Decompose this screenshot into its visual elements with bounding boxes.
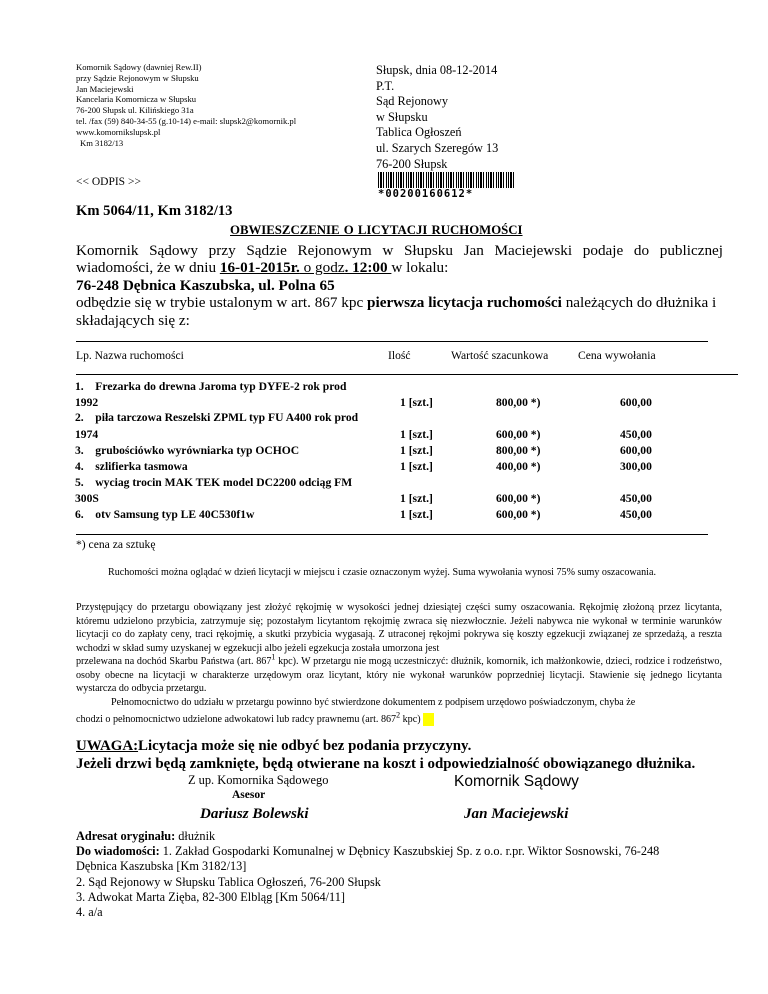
- case-numbers: Km 5064/11, Km 3182/13: [76, 203, 233, 219]
- row-value: 600,00 *): [496, 428, 541, 441]
- row-qty: 1 [szt.]: [400, 460, 433, 473]
- auction-location: [76, 277, 723, 294]
- row-price: 600,00: [620, 396, 652, 409]
- recipient-block: [376, 63, 616, 172]
- intro-text: odbędzie się w trybie ustalonym w art. 867 kpc: [76, 294, 368, 312]
- power-of-attorney-paragraph: [76, 696, 726, 726]
- recipient-line: w Słupsku: [376, 109, 428, 124]
- page-title: OBWIESZCZENIE O LICYTACJI RUCHOMOŚCI: [230, 223, 523, 237]
- notify-item: 1. Zakład Gospodarki Komunalnej w Dębnicy Kaszubskiej Sp. z o.o. r.pr. Wiktor Sosnowski, 76-248: [159, 844, 660, 859]
- divider: [76, 534, 708, 535]
- barcode: [378, 172, 514, 188]
- recipient-line: ul. Szarych Szeregów 13: [376, 140, 499, 155]
- sender-block: [76, 62, 336, 148]
- row-value: 400,00 *): [496, 460, 541, 473]
- row-price: 450,00: [620, 508, 652, 521]
- notify-line: [76, 844, 736, 859]
- row-value: 800,00 *): [496, 396, 541, 409]
- poa-text-cont: chodzi o pełnomocnictwo udzielone adwokatowi lub radcy prawnemu (art. 867: [76, 713, 397, 725]
- table-row: [75, 476, 675, 489]
- intro-line-4: [76, 294, 723, 311]
- signature-right-name: Jan Maciejewski: [464, 806, 569, 822]
- warning-text: Licytacja może się nie odbyć bez podania przyczyny.: [138, 738, 472, 754]
- sender-line: Kancelaria Komornicza w Słupsku: [76, 94, 197, 105]
- location-city: 76-248 Dębnica Kaszubska: [76, 276, 251, 294]
- warning-line: [76, 738, 471, 755]
- addressee-label: Adresat oryginału:: [76, 829, 176, 843]
- warning-label: UWAGA:: [76, 738, 139, 754]
- recipient-line: Sąd Rejonowy: [376, 94, 449, 109]
- intro-text: o godz: [299, 259, 345, 277]
- row-name-cont: 300S: [75, 492, 99, 505]
- row-name: piła tarczowa Reszelski ZPML typ FU A400 rok prod: [95, 411, 359, 424]
- header-price: Cena wywołania: [578, 349, 656, 362]
- row-qty: 1 [szt.]: [400, 492, 433, 505]
- row-price: 300,00: [620, 460, 652, 473]
- table-row: [75, 380, 675, 393]
- poa-text: Pełnomocnictwo do udziału w przetargu powinno być stwierdzone dokumentem z podpisem urzędowo poświadczonym, chyba że: [111, 697, 636, 708]
- table-row: [75, 444, 675, 457]
- recipient-line: 76-200 Słupsk: [376, 156, 448, 171]
- intro-line-1: Komornik Sądowy przy Sądzie Rejonowym w Słupsku Jan Maciejewski podaje do publicznej: [76, 242, 723, 259]
- row-price: 450,00: [620, 428, 652, 441]
- row-qty: 1 [szt.]: [400, 444, 433, 457]
- deposit-text-end: kpc). W przetargu nie mogą uczestniczyć: dłużnik, komornik, ich małżonkowie, dzieci, rodzice i rodzeństwo, osoby obecne na licytacji w charakterze urzędowym oraz licytant, który nie wykonał warunków poprzedniej licytacji. Stawienie się jednego licytanta wystarcza do odbycia przetargu.: [76, 656, 722, 694]
- doors-notice: Jeżeli drzwi będą zamknięte, będą otwierane na koszt i odpowiedzialność obowiązanego dłużnika.: [76, 756, 696, 772]
- intro-line-2: [76, 259, 723, 276]
- row-name: wyciag trocin MAK TEK model DC2200 odciąg FM: [95, 476, 353, 489]
- deposit-text: Przystępujący do przetargu obowiązany jest złożyć rękojmię w wysokości jednej dziesiątej części sumy oszacowania. Rękojmię złożoną przez licytanta, któremu udzielono przybicia, zatrzymuje się; pozostałym licytantom rękojmię zwraca się niezwłocznie. Jeżeli nabywca nie wykonał w terminie warunków licytacji co do zapłaty ceny, traci rękojmię, a skutki przybicia wygasają. Z utraconej rękojmi pokrywa się koszty egzekucji związanej ze sprzedażą, a reszta wchodzi w skład sumy uzyskanej w egzekucji albo jeżeli egzekucja została umorzona jest: [76, 602, 722, 654]
- notify-item: Dębnica Kaszubska [Km 3182/13]: [76, 859, 247, 874]
- notify-item: 4. a/a: [76, 905, 103, 920]
- intro-paragraph: [76, 242, 723, 329]
- sender-line: przy Sądzie Rejonowym w Słupsku: [76, 72, 199, 83]
- footnote: *) cena za sztukę: [76, 538, 156, 551]
- sender-line: Jan Maciejewski: [76, 83, 134, 94]
- article-superscript: 2: [396, 710, 401, 720]
- sender-line: www.komornikslupsk.pl: [76, 126, 161, 137]
- distribution-block: [76, 829, 736, 920]
- intro-text: wiadomości, że w dniu: [76, 259, 220, 277]
- auction-time: . 12:00: [344, 259, 392, 277]
- poa-text-end: kpc): [400, 713, 421, 725]
- row-number: 1.: [75, 380, 84, 393]
- header-value: Wartość szacunkowa: [451, 349, 549, 362]
- row-price: 450,00: [620, 492, 652, 505]
- row-qty: 1 [szt.]: [400, 428, 433, 441]
- barcode-text: *00200160612*: [378, 188, 474, 200]
- notify-label: Do wiadomości:: [76, 844, 160, 859]
- addressee-line: [76, 829, 736, 844]
- intro-text: w lokalu:: [391, 259, 449, 277]
- row-qty: 1 [szt.]: [400, 396, 433, 409]
- row-number: 5.: [75, 476, 84, 489]
- document-date: Słupsk, dnia 08-12-2014: [376, 63, 498, 77]
- divider: [76, 374, 738, 375]
- signature-left-name: Dariusz Bolewski: [200, 806, 309, 822]
- row-name: szlifierka tasmowa: [95, 460, 188, 473]
- row-value: 600,00 *): [496, 492, 541, 505]
- signature-right-role: Komornik Sądowy: [454, 773, 579, 790]
- row-name: otv Samsung typ LE 40C530f1w: [95, 508, 255, 521]
- row-number: 2.: [75, 411, 84, 424]
- row-price: 600,00: [620, 444, 652, 457]
- table-row: [75, 411, 675, 424]
- row-number: 3.: [75, 444, 84, 457]
- sender-line: Komornik Sądowy (dawniej Rew.II): [76, 62, 202, 72]
- table-row: [75, 460, 675, 473]
- signature-left-title: Asesor: [232, 789, 266, 801]
- yellow-highlight: [423, 713, 434, 726]
- signature-left-role: Z up. Komornika Sądowego: [188, 773, 329, 787]
- recipient-line: P.T.: [376, 78, 395, 93]
- row-name: grubościówko wyrówniarka typ OCHOC: [95, 444, 300, 457]
- auction-date: 16-01-2015r.: [219, 259, 300, 277]
- intro-line-5: składających się z:: [76, 311, 190, 329]
- table-row: [75, 508, 675, 521]
- row-name-cont: 1992: [75, 396, 99, 409]
- notify-item: 3. Adwokat Marta Zięba, 82-300 Elbląg [Km 5064/11]: [76, 889, 345, 904]
- recipient-line: Tablica Ogłoszeń: [376, 125, 462, 140]
- sender-line: 76-200 Słupsk ul. Kilińskiego 31a: [76, 105, 194, 116]
- location-street: , ul. Polna 65: [250, 276, 335, 294]
- viewing-paragraph: [76, 566, 722, 580]
- row-value: 800,00 *): [496, 444, 541, 457]
- deposit-text-cont: przelewana na dochód Skarbu Państwa (art. 867: [76, 656, 272, 667]
- auction-type: pierwsza licytacja ruchomości: [367, 294, 562, 312]
- viewing-text: Ruchomości można oglądać w dzień licytacji w miejscu i czasie oznaczonym wyżej. Suma wywołania wynosi 75% sumy oszacowania.: [108, 567, 656, 578]
- header-lp-name: Lp. Nazwa ruchomości: [76, 349, 184, 362]
- header-qty: Ilość: [388, 349, 411, 362]
- row-number: 6.: [75, 508, 84, 521]
- row-value: 600,00 *): [496, 508, 541, 521]
- deposit-paragraph: [76, 601, 722, 696]
- sender-case-number: Km 3182/13: [80, 137, 124, 148]
- divider: [76, 341, 708, 342]
- row-qty: 1 [szt.]: [400, 508, 433, 521]
- row-name-cont: 1974: [75, 428, 99, 441]
- article-superscript: 1: [271, 652, 276, 662]
- odpis-label: << ODPIS >>: [76, 176, 141, 188]
- row-name: Frezarka do drewna Jaroma typ DYFE-2 rok prod: [95, 380, 347, 393]
- sender-line: tel. /fax (59) 840-34-55 (g.10-14) e-mail: slupsk2@komornik.pl: [76, 115, 297, 126]
- row-number: 4.: [75, 460, 84, 473]
- notify-item: 2. Sąd Rejonowy w Słupsku Tablica Ogłoszeń, 76-200 Słupsk: [76, 874, 381, 889]
- intro-text: należących do dłużnika i: [561, 294, 717, 312]
- addressee-value: dłużnik: [175, 829, 216, 843]
